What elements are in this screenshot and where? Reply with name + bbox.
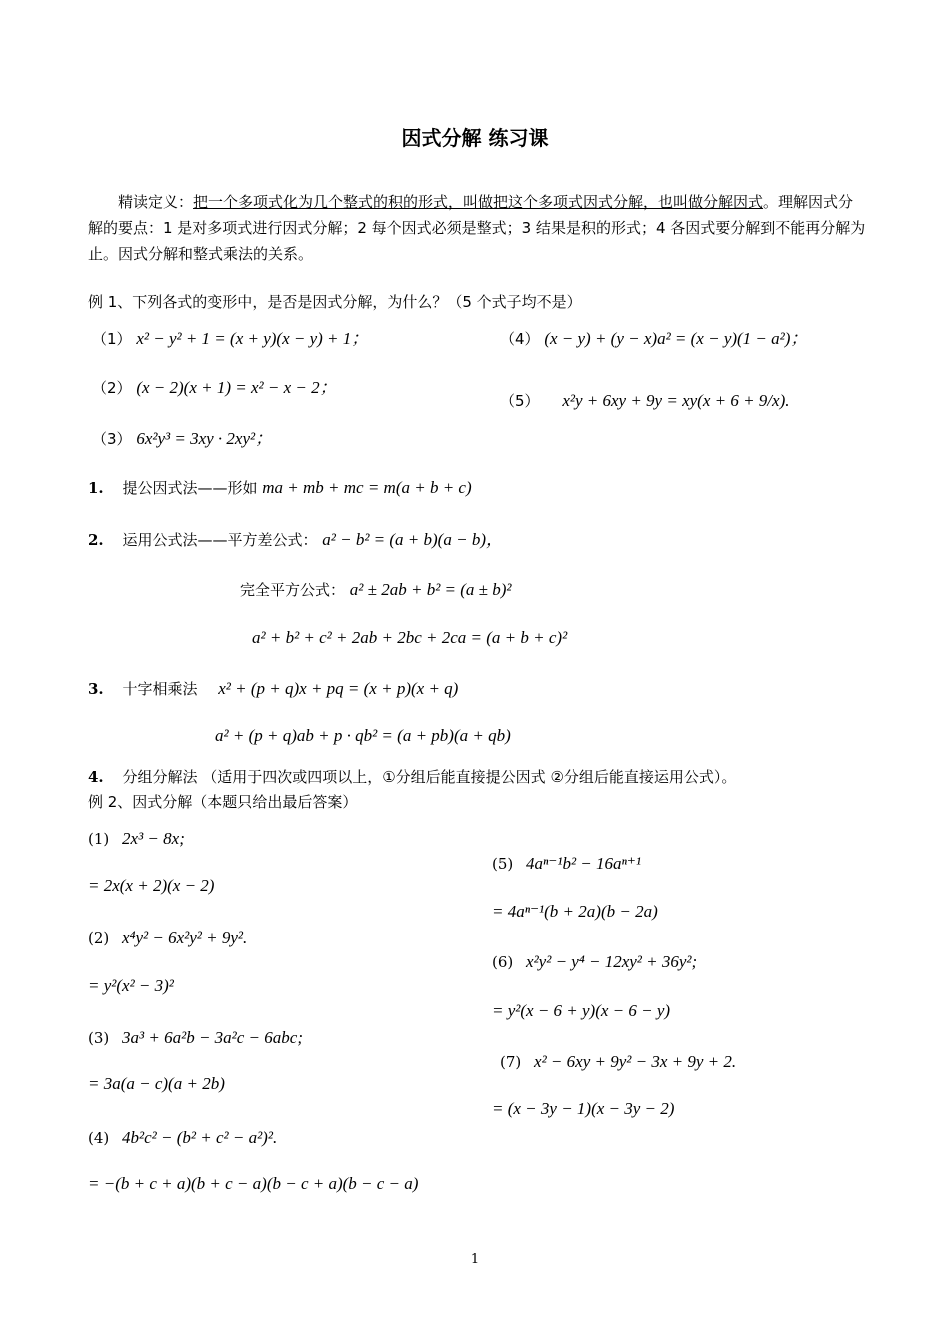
method-label: 分组分解法 （适用于四次或四项以上，①分组后能直接提公因式 ②分组后能直接运用公式）。 — [122, 768, 737, 786]
ex1-expr: x² − y² + 1 = (x + y)(x − y) + 1； — [136, 329, 369, 348]
method-label: 提公因式法——形如 — [122, 479, 258, 497]
method-formula: x² + (p + q)x + pq = (x + p)(x + q) — [218, 679, 459, 698]
method-3-formula-2 — [215, 723, 511, 749]
ex2-answer: = y²(x − 6 + y)(x − 6 − y) — [492, 1001, 671, 1020]
ex2-answer-2 — [88, 973, 174, 999]
method-label: 运用公式法——平方差公式： — [122, 531, 318, 549]
ex1-expr: 6x²y³ = 3xy · 2xy²； — [136, 429, 273, 448]
ex1-label: （4） — [500, 330, 540, 348]
method-sub-label: 完全平方公式： — [240, 581, 346, 599]
method-number: 2. — [88, 531, 104, 549]
ex2-label: (4) — [88, 1129, 110, 1147]
intro-paragraph — [88, 189, 868, 267]
ex2-answer: = 3a(a − c)(a + 2b) — [88, 1074, 225, 1093]
ex2-answer: = 4aⁿ⁻¹(b + 2a)(b − 2a) — [492, 902, 658, 921]
method-formula: ma + mb + mc = m(a + b + c) — [262, 478, 472, 497]
example1-title: 例 1、下列各式的变形中，是否是因式分解，为什么？（5 个式子均不是） — [88, 293, 582, 311]
ex2-answer-1 — [88, 873, 214, 899]
ex1-label: （2） — [92, 379, 132, 397]
ex1-expr: x²y + 6xy + 9y = xy(x + 6 + 9/x). — [562, 391, 790, 410]
ex2-label: (6) — [492, 953, 514, 971]
ex2-label: (1) — [88, 830, 110, 848]
ex2-question-7 — [500, 1049, 736, 1075]
method-formula: a² ± 2ab + b² = (a ± b)² — [349, 580, 512, 599]
method-label: 十字相乘法 — [122, 680, 198, 698]
method-2-sub — [240, 577, 512, 603]
ex1-item-2 — [92, 375, 337, 401]
ex2-question-3 — [88, 1025, 303, 1051]
ex2-expr: 3a³ + 6a²b − 3a²c − 6abc; — [122, 1028, 303, 1047]
ex2-answer-3 — [88, 1071, 225, 1097]
ex1-label: （3） — [92, 430, 132, 448]
method-3 — [88, 676, 458, 702]
method-number: 4. — [88, 768, 104, 786]
ex1-item-4 — [500, 326, 807, 352]
ex1-item-1 — [92, 326, 368, 352]
example2-title: 例 2、因式分解（本题只给出最后答案） — [88, 793, 358, 811]
ex2-label: (3) — [88, 1029, 110, 1047]
intro-lead: 精读定义： — [118, 193, 194, 211]
ex2-answer-6 — [492, 998, 670, 1024]
page-title: 因式分解 练习课 — [401, 126, 549, 150]
ex2-answer-7 — [492, 1096, 674, 1122]
ex2-question-4 — [88, 1125, 277, 1151]
ex2-label: (5) — [492, 855, 514, 873]
method-1 — [88, 475, 472, 501]
method-2 — [88, 527, 503, 553]
ex2-question-1 — [88, 826, 185, 852]
ex2-question-2 — [88, 925, 247, 951]
intro-rest: 。理解因式分解的要点：1 是对多项式进行因式分解；2 每个因式必须是整式；3 结果是积的形式；4 各因式要分解到不能再分解为止。因式分解和整式乘法的关系。 — [88, 193, 866, 263]
intro-definition: 把一个多项式化为几个整式的积的形式，叫做把这个多项式因式分解，也叫做分解因式 — [193, 193, 764, 211]
ex2-question-6 — [492, 949, 697, 975]
ex2-label: (2) — [88, 929, 110, 947]
ex2-answer: = −(b + c + a)(b + c − a)(b − c + a)(b − c − a) — [88, 1174, 419, 1193]
method-number: 1. — [88, 479, 104, 497]
method-4 — [88, 764, 736, 790]
ex2-expr: x²y² − y⁴ − 12xy² + 36y²; — [526, 952, 698, 971]
method-2-sub-formula — [252, 625, 567, 651]
ex2-answer-5 — [492, 899, 658, 925]
ex2-answer: = (x − 3y − 1)(x − 3y − 2) — [492, 1099, 675, 1118]
ex2-answer: = 2x(x + 2)(x − 2) — [88, 876, 215, 895]
ex2-expr: 4aⁿ⁻¹b² − 16aⁿ⁺¹ — [526, 854, 641, 873]
method-formula: a² + b² + c² + 2ab + 2bc + 2ca = (a + b + c)² — [252, 628, 568, 647]
method-formula: a² − b² = (a + b)(a − b)， — [322, 530, 503, 549]
ex2-expr: 2x³ − 8x; — [122, 829, 185, 848]
ex2-expr: x⁴y² − 6x²y² + 9y². — [122, 928, 248, 947]
ex1-expr: (x − y) + (y − x)a² = (x − y)(1 − a²)； — [544, 329, 808, 348]
page-number: 1 — [470, 1252, 480, 1267]
ex2-expr: 4b²c² − (b² + c² − a²)². — [122, 1128, 278, 1147]
ex1-expr: (x − 2)(x + 1) = x² − x − 2； — [136, 378, 337, 397]
method-number: 3. — [88, 680, 104, 698]
ex2-question-5 — [492, 851, 641, 877]
ex2-answer: = y²(x² − 3)² — [88, 976, 174, 995]
ex1-item-3 — [92, 426, 272, 452]
ex2-expr: x² − 6xy + 9y² − 3x + 9y + 2. — [534, 1052, 737, 1071]
method-formula: a² + (p + q)ab + p · qb² = (a + pb)(a + qb) — [215, 726, 511, 745]
ex1-label: （1） — [92, 330, 132, 348]
ex2-label: (7) — [500, 1053, 522, 1071]
ex2-answer-4 — [88, 1171, 418, 1197]
ex1-item-5 — [500, 388, 790, 414]
ex1-label: （5） — [500, 392, 540, 410]
